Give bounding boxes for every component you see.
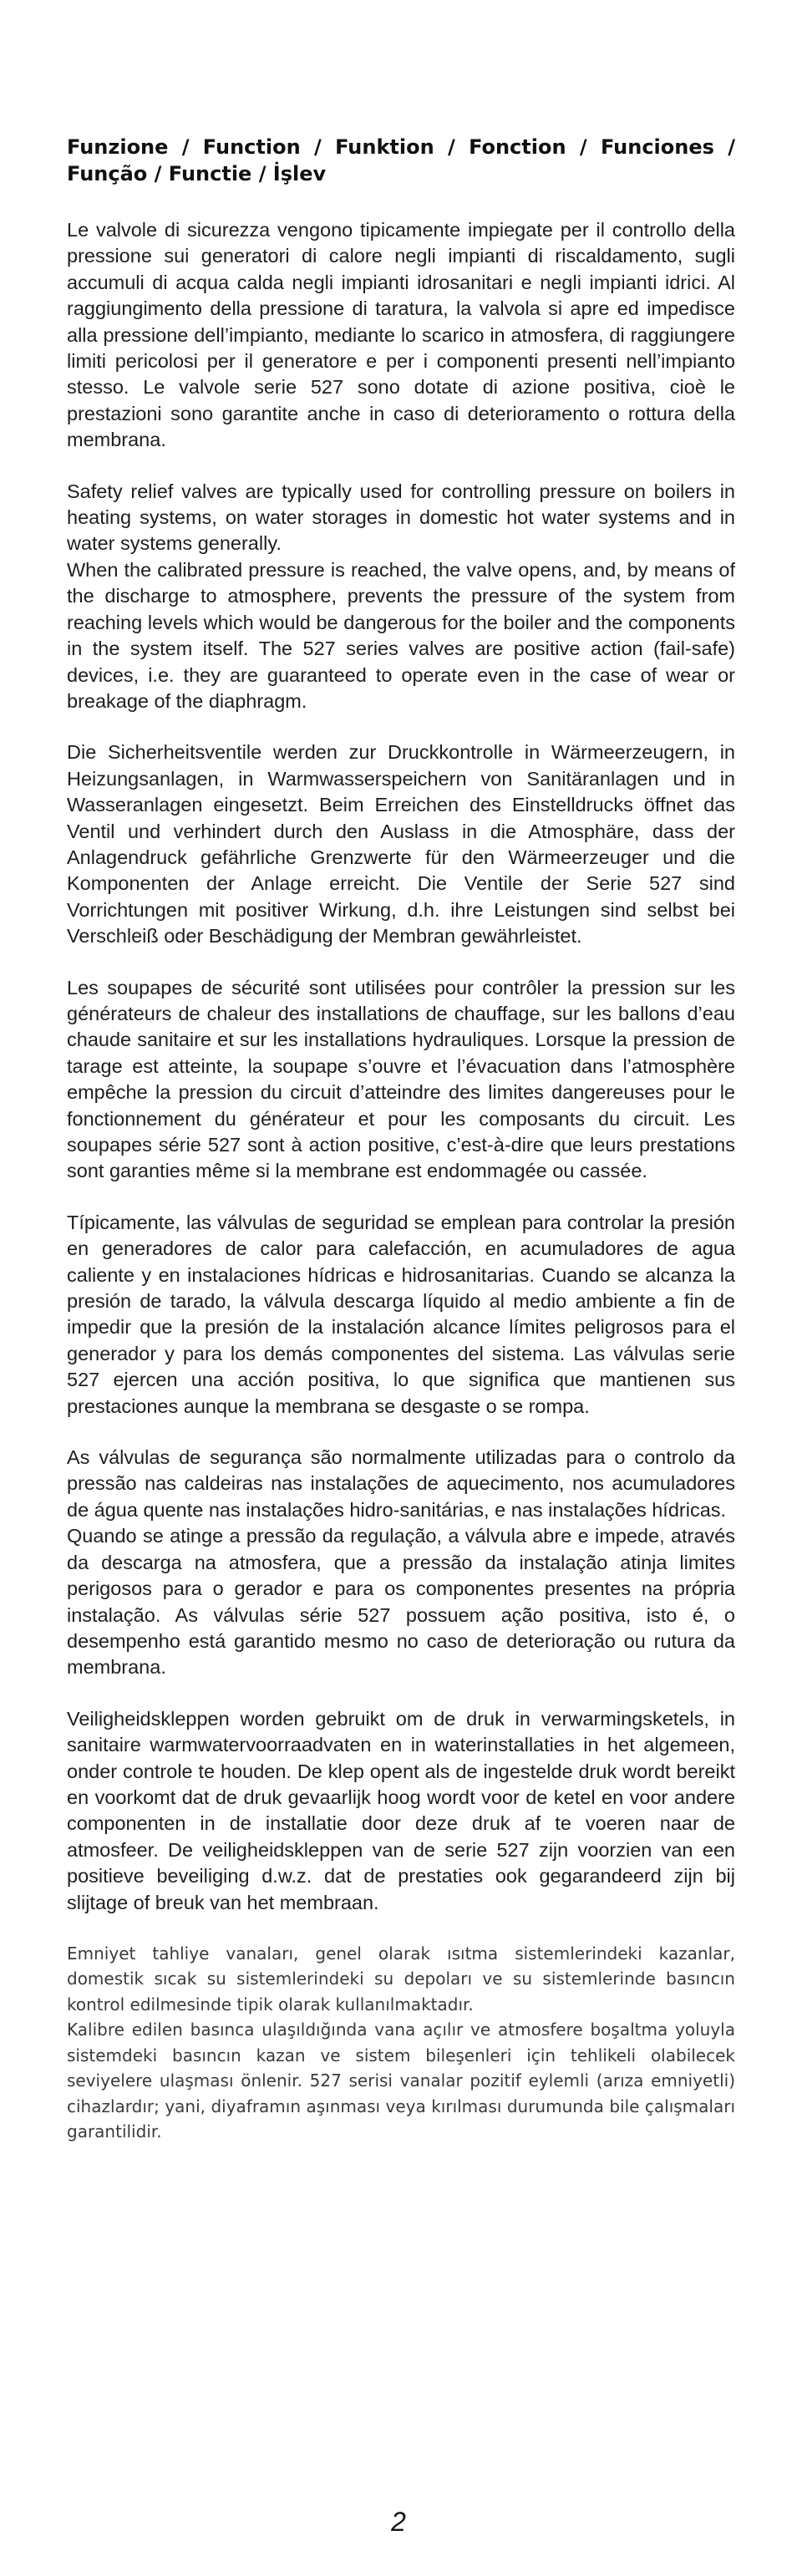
paragraph-spanish: [67, 1210, 735, 1420]
paragraph-portuguese: [67, 1445, 735, 1681]
paragraph-dutch: [67, 1706, 735, 1916]
paragraph-spanish-text: Típicamente, las válvulas de seguridad se emplean para controlar la presión en generadores de calor para calefacción, en acumuladores de agua caliente y en instalaciones hídricas e hidrosanitarias. Cuando se alcanza la presión de tarado, la válvula descarga líquido al medio ambiente a fin de impedir que la presión de la instalación alcance límites peligrosos para el generador y para los demás componentes del sistema. Las válvulas serie 527 ejercen una acción positiva, lo que significa que mantienen sus prestaciones aunque la membrana se desgaste o se rompa.: [67, 1211, 735, 1417]
paragraph-english-text-1: Safety relief valves are typically used for controlling pressure on boilers in heating systems, on water storages in domestic hot water systems and in water systems generally.: [67, 480, 735, 555]
document-page: [67, 134, 735, 2170]
paragraph-turkish-text-1: Emniyet tahliye vanaları, genel olarak ısıtma sistemlerindeki kazanlar, domestik sıcak su sistemlerindeki su depoları ve su sistemlerinde basıncın kontrol edilmesinde tipik olarak kullanılmaktadır.: [67, 1943, 735, 2015]
paragraph-german-text: Die Sicherheitsventile werden zur Druckkontrolle in Wärmeerzeugern, in Heizungsanlagen, in Warmwasserspeichern von Sanitäranlagen und in Wasseranlagen eingesetzt. Beim Erreichen des Einstelldrucks öffnet das Ventil und verhindert durch den Auslass in die Atmosphäre, dass der Anlagendruck gefährliche Grenzwerte für den Wärmeerzeuger und die Komponenten der Anlage erreicht. Die Ventile der Serie 527 sind Vorrichtungen mit positiver Wirkung, d.h. ihre Leistungen sind selbst bei Verschleiß oder Beschädigung der Membran gewährleistet.: [67, 741, 735, 948]
section-heading: Funzione / Function / Funktion / Fonction / Funciones / Função / Functie / İşlev: [67, 135, 735, 185]
paragraph-turkish-text-2: Kalibre edilen basınca ulaşıldığında vana açılır ve atmosfere boşaltma yoluyla sistemdeki basıncın kazan ve sistem bileşenleri için tehlikeli olabilecek seviyelere ulaşması önlenir. 527 serisi vanalar pozitif eylemli (arıza emniyetli) cihazlardır; yani, diyaframın aşınması veya kırılması durumunda bile çalışmaları garantilidir.: [67, 2020, 735, 2142]
paragraph-portuguese-text-1: As válvulas de segurança são normalmente utilizadas para o controlo da pressão nas caldeiras nas instalações de aquecimento, nos acumuladores de água quente nas instalações hidro-sanitárias, e nas instalações hídricas.: [67, 1446, 735, 1521]
paragraph-italian-text: Le valvole di sicurezza vengono tipicamente impiegate per il controllo della pressione sui generatori di calore negli impianti di riscaldamento, sugli accumuli di acqua calda negli impianti idrosanitari e negli impianti idrici. Al raggiungimento della pressione di taratura, la valvola si apre ed impedisce alla pressione dell’impianto, mediante lo scarico in atmosfera, di raggiungere limiti pericolosi per il generatore e per i componenti presenti nell’impianto stesso. Le valvole serie 527 sono dotate di azione positiva, cioè le prestazioni sono garantite anche in caso di deterioramento o rottura della membrana.: [67, 219, 735, 451]
paragraph-dutch-text: Veiligheidskleppen worden gebruikt om de druk in verwarmingsketels, in sanitaire warmwatervoorraadvaten en in waterinstallaties in het algemeen, onder controle te houden. De klep opent als de ingestelde druk wordt bereikt en voorkomt dat de druk gevaarlijk hoog wordt voor de ketel en voor andere componenten in de installatie door deze druk af te voeren naar de atmosfeer. De veiligheidskleppen van de serie 527 zijn voorzien van een positieve beveiliging d.w.z. dat de prestaties ook gegarandeerd zijn bij slijtage of breuk van het membraan.: [67, 1707, 735, 1913]
paragraph-italian: [67, 217, 735, 454]
paragraph-french: [67, 975, 735, 1185]
paragraph-german: [67, 739, 735, 949]
page-number: 2: [391, 2507, 406, 2537]
paragraph-turkish: [67, 1941, 735, 2145]
paragraph-english-text-2: When the calibrated pressure is reached, the valve opens, and, by means of the discharge to atmosphere, prevents the pressure of the system from reaching levels which would be dangerous for the boiler and the components in the system itself. The 527 series valves are positive action (fail-safe) devices, i.e. they are guaranteed to operate even in the case of wear or breakage of the diaphragm.: [67, 558, 735, 712]
paragraph-english: [67, 479, 735, 715]
paragraph-french-text: Les soupapes de sécurité sont utilisées pour contrôler la pression sur les générateurs de chaleur des installations de chauffage, sur les ballons d’eau chaude sanitaire et sur les installations hydrauliques. Lorsque la pression de tarage est atteinte, la soupape s’ouvre et l’évacuation dans l’atmosphère empêche la pression du circuit d’atteindre des limites dangereuses pour le fonctionnement du générateur et pour les composants du circuit. Les soupapes série 527 sont à action positive, c’est-à-dire que leurs prestations sont garanties même si la membrane est endommagée ou cassée.: [67, 976, 735, 1182]
paragraph-portuguese-text-2: Quando se atinge a pressão da regulação, a válvula abre e impede, através da descarga na atmosfera, que a pressão da instalação atinja limites perigosos para o gerador e para os componentes presentes na própria instalação. As válvulas série 527 possuem ação positiva, isto é, o desempenho está garantido mesmo no caso de deterioração ou rutura da membrana.: [67, 1525, 735, 1679]
